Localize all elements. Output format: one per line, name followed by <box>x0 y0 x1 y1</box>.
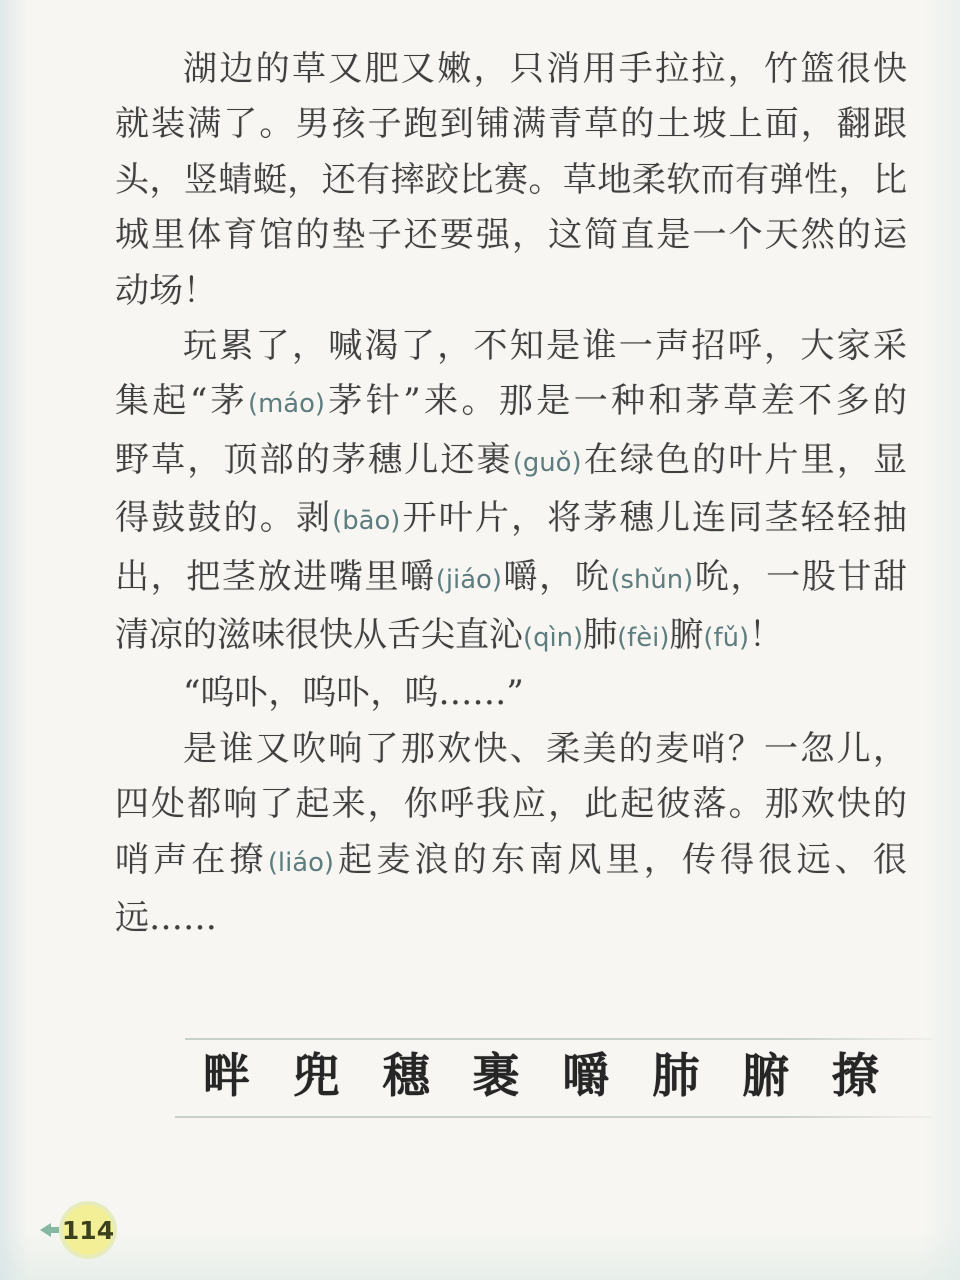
paragraph-4 <box>115 722 907 947</box>
vocab-strip-top-rule <box>185 1038 933 1040</box>
page-number: 114 <box>63 1205 113 1255</box>
paragraph-1 <box>115 42 907 319</box>
page-number-badge <box>40 1205 113 1255</box>
text-line: 头，竖蜻蜓，还有摔跤比赛。草地柔软而有弹性，比 <box>115 159 907 200</box>
vocab-strip-bottom-rule <box>175 1116 933 1118</box>
pinyin-annotation: (fèi) <box>617 623 670 654</box>
text-line: 就装满了。男孩子跑到铺满青草的土坡上面，翻跟 <box>115 104 907 145</box>
text-line: 集起“茅(máo)茅针”来。那是一种和茅草差不多的 <box>115 381 907 422</box>
vocab-character: 嚼 <box>562 1049 610 1104</box>
lesson-text <box>115 42 907 947</box>
text-line: 野草，顶部的茅穗儿还裹(guǒ)在绿色的叶片里，显 <box>115 439 908 480</box>
vocab-character: 兜 <box>292 1049 340 1104</box>
paragraph-2 <box>115 319 907 666</box>
text-line: 湖边的草又肥又嫩，只消用手拉拉，竹篮很快 <box>183 49 907 89</box>
text-line: “呜卟，呜卟，呜……” <box>183 673 524 714</box>
vocab-character: 裹 <box>472 1049 520 1104</box>
text-line: 出，把茎放进嘴里嚼(jiáo)嚼，吮(shǔn)吮，一股甘甜 <box>115 556 908 597</box>
pinyin-annotation: (jiáo) <box>435 564 502 595</box>
pinyin-annotation: (qìn) <box>523 623 584 654</box>
pinyin-annotation: (bāo) <box>332 506 401 537</box>
text-line: 是谁又吹响了那欢快、柔美的麦哨？一忽儿， <box>183 728 907 769</box>
paragraph-3 <box>115 666 907 721</box>
pinyin-annotation: (liáo) <box>267 847 334 878</box>
text-line: 四处都响了起来，你呼我应，此起彼落。那欢快的 <box>115 784 907 825</box>
vocab-character: 撩 <box>831 1049 879 1104</box>
text-line: 动场！ <box>115 270 217 311</box>
text-line: 玩累了，喊渴了，不知是谁一声招呼，大家采 <box>183 326 907 367</box>
pinyin-annotation: (guǒ) <box>512 447 582 478</box>
vocab-character: 畔 <box>203 1049 250 1104</box>
vocab-character: 穗 <box>382 1049 430 1104</box>
text-line: 哨声在撩(liáo)起麦浪的东南风里，传得很远、很 <box>115 839 907 880</box>
pinyin-annotation: (máo) <box>248 389 325 420</box>
vocab-character: 肺 <box>652 1049 700 1104</box>
page-marker-icon <box>40 1222 62 1238</box>
pinyin-annotation: (fǔ) <box>703 623 750 654</box>
pinyin-annotation: (shǔn) <box>610 564 694 595</box>
vocabulary-characters <box>203 1048 879 1106</box>
text-line: 远…… <box>115 898 217 939</box>
text-line: 清凉的滋味很快从舌尖直沁(qìn)肺(fèi)腑(fǔ)！ <box>115 615 784 656</box>
vocab-character: 腑 <box>742 1049 790 1104</box>
text-line: 城里体育馆的垫子还要强，这简直是一个天然的运 <box>115 215 907 256</box>
text-line: 得鼓鼓的。剥(bāo)开叶片，将茅穗儿连同茎轻轻抽 <box>115 498 908 539</box>
